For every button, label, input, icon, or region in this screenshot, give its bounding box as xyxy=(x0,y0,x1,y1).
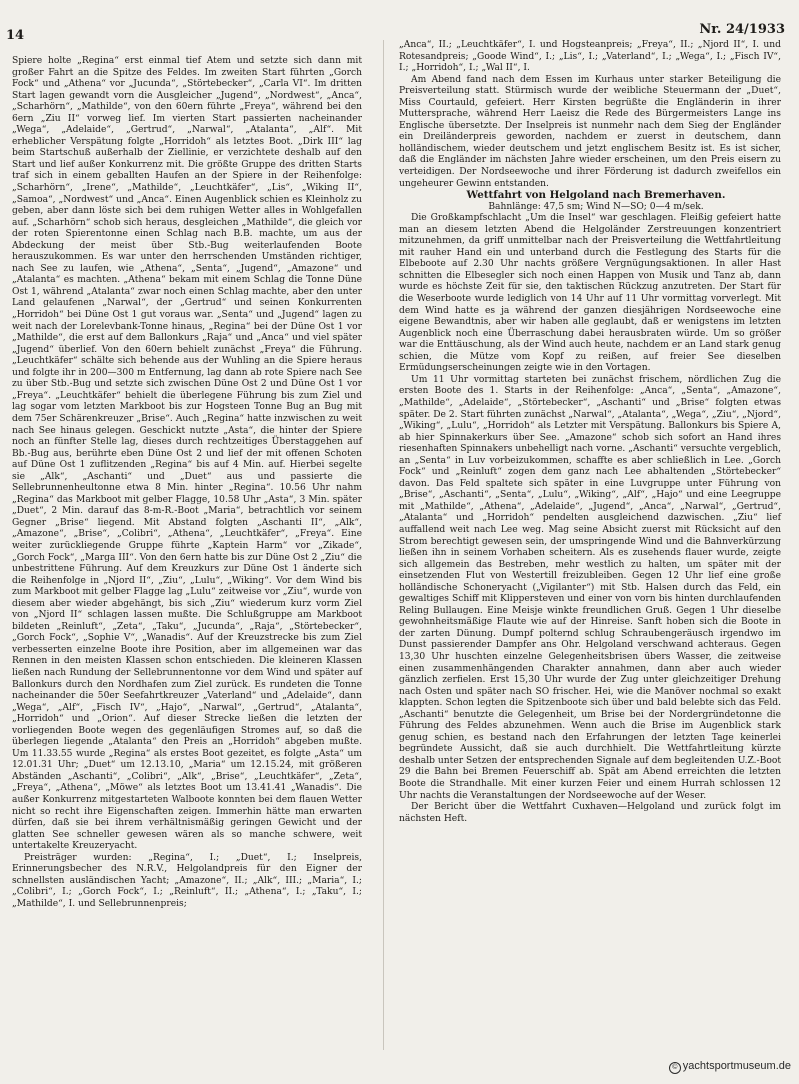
section-heading: Wettfahrt von Helgoland nach Bremerhaven. xyxy=(466,189,726,202)
copyright-icon: © xyxy=(669,1062,681,1074)
right-body-paragraph: Der Bericht über die Wettfahrt Cuxhaven—Helgoland und zurück folgt im nächsten Heft. xyxy=(399,802,781,824)
right-body-paragraph: Die Großkampfschlacht „Um die Insel“ war geschlagen. Fleißig gefeiert hatte man an diesem letzten Abend die Helgoländer Zerstreuungen konzentriert mitzunehmen, da griff unmittelbar nach der Preisverteilung die Wettfahrtleitung mit rauher Hand ein und unterband durch die Festlegung des Starts für die Elbeboote auf 2.30 Uhr nachts größere Vergnügungsaktionen. In aller Hast schnitten die Elbesegler sich noch einen Happen von Musik und Tanz ab, dann wurde es höchste Zeit für sie, den taktischen Rückzug anzutreten. Der Start für die Weserboote wurde lediglich von 14 Uhr auf 11 Uhr vormittag vorverlegt. Mit dem Wind hatte es ja während der ganzen diesjährigen Nordseewoche eine eigene Bewandtnis, aber wir haben alle geglaubt, daß er wenigstens im letzten Augenblick noch eine Überraschung dabei herausbraten würde. Um so größer war die Enttäuschung, als der Wind auch heute, nachdem er an Land stark genug schien, die Mütze vom Kopf zu reißen, auf freier See dieselben Ermüdungserscheinungen zeigte wie in den Vortagen. xyxy=(399,213,781,374)
right-column xyxy=(399,40,781,825)
watermark-text: yachtsportmuseum.de xyxy=(682,1060,791,1072)
left-column xyxy=(12,56,362,910)
right-body-paragraph: Um 11 Uhr vormittag starteten bei zunächst frischem, nördlichen Zug die ersten Boote des 1. Starts in der Reihenfolge: „Anca“, „Senta“, „Amazone“, „Mathilde“, „Adelaide“, „Störtebecker“, „Aschanti“ und „Brise“ folgten etwas später. De 2. Start führten zunächst „Narwal“, „Atalanta“, „Wega“, „Ziu“, „Njord“, „Wiking“, „Lulu“, „Horridoh“ als Letzter mit Verspätung. Ballonkurs bis Spiere A, ab hier Spinnakerkurs über See. „Amazone“ schob sich sofort an Hand ihres riesenhaften Spinnakers unbehelligt nach vorne. „Aschanti“ versuchte vergeblich, an „Senta“ in Luv vorbeizukommen, schaffte es aber schließlich in Lee. „Gorch Fock“ und „Reinluft“ zogen dem ganz nach Lee abhaltenden „Störtebecker“ davon. Das Feld spaltete sich später in eine Luvgruppe unter Führung von „Brise“, „Aschanti“, „Senta“, „Lulu“, „Wiking“, „Alf“, „Hajo“ und eine Leegruppe mit „Mathilde“, „Athena“, „Adelaide“, „Jugend“, „Anca“, „Narwal“, „Gertrud“, „Atalanta“ und „Horridoh“ pendelten ausgleichend dazwischen. „Ziu“ lief auffallend weit nach Lee weg. Mag seine Absicht zuerst mit Rücksicht auf den Strom berechtigt gewesen sein, der umspringende Wind und die Bahnverkürzung ließen ihn in seinem Vorhaben scheitern. Als es zusehends flauer wurde, zeigte sich allgemein das Bestreben, mehr westlich zu halten, um später mit der einsetzenden Flut von Westertill freizubleiben. Gegen 12 Uhr lief eine große holländische Schoneryacht („Vigilanter“) mit Stb. Halsen durch das Feld, ein gewaltiges Schiff mit Klippersteven und einer von vorn bis hinten durchlaufenden Reling Bullaugen. Eine Meisje winkte freundlichen Gruß. Gegen 1 Uhr dieselbe gewohnheitsmäßige Flaute wie auf der Hinreise. Sanft hoben sich die Boote in der zarten Dünung. Dumpf polternd schlug Schraubengeräusch irgendwo im Dunst passierender Dampfer ans Ohr. Helgoland verschwand achteraus. Gegen 13,30 Uhr huschten einzelne Gelegenheitsbrisen übers Wasser, die zeitweise einen zusammenhängenden Charakter annahmen, dann aber auch wieder gänzlich zerfielen. Erst 15,30 Uhr wurde der Zug unter gleichzeitiger Drehung nach Osten und später nach SO frischer. Hei, wie die Manöver nochmal so exakt klappten. Schon legten die Spitzenboote sich über und bald belebte sich das Feld. „Aschanti“ benutzte die Gelegenheit, um Brise bei der Nordergründetonne die Führung des Feldes abzunehmen. Wenn auch die Brise im Augenblick stark genug schien, es bestand nach den Erfahrungen der letzten Tage keinerlei begründete Aussicht, daß sie auch durchhielt. Die Wettfahrtleitung kürzte deshalb unter Setzen der entsprechenden Signale auf dem begleitenden U.Z.-Boot 29 die Bahn bei Bremen Feuerschiff ab. Spät am Abend erreichten die letzten Boote die Strandhalle. Mit einer kurzen Feier und einem Hurrah schlossen 12 Uhr nachts die Veranstaltungen der Nordseewoche auf der Weser. xyxy=(399,374,781,801)
watermark xyxy=(669,1060,791,1074)
right-intro-paragraph: „Anca“, II.; „Leuchtkäfer“, I. und Hogsteanpreis; „Freya“, II.; „Njord II“, I. und Rotesandpreis; „Goode Wind“, I.; „Lis“, I.; „Vaterland“, I.; „Wega“, I.; „Fisch IV“, I.; „Horridoh“, I.; „Wal II“, I. xyxy=(399,40,781,74)
issue-number: Nr. 24/1933 xyxy=(699,22,785,37)
left-paragraph: Spiere holte „Regina“ erst einmal tief Atem und setzte sich dann mit großer Fahrt an die Spitze des Feldes. Im zweiten Start führten „Gorch Fock“ und „Athena“ vor „Jucunda“, „Störtebecker“, „Carla VI“. Im dritten Start lagen gewandt vorn die Ausgleicher „Jugend“, „Nordwest“, „Anca“, „Scharhörn“, „Mathilde“, von den 60ern führte „Freya“, während bei den 6ern „Ziu II“ vorweg lief. Im vierten Start passierten nacheinander „Wega“, „Adelaide“, „Gertrud“, „Narwal“, „Atalanta“, „Alf“. Mit erheblicher Verspätung folgte „Horridoh“ als letztes Boot. „Dirk III“ lag beim Startschuß außerhalb der Ziellinie, er verzichtete deshalb auf den Start und lief außer Konkurrenz mit. Die größte Gruppe des dritten Starts traf sich in einem geballten Haufen an der Spiere in der Reihenfolge: „Scharhörn“, „Irene“, „Mathilde“, „Leuchtkäfer“, „Lis“, „Wiking II“, „Samoa“, „Nordwest“ und „Anca“. Einen Augenblick schien es Kleinholz zu geben, aber dann löste sich bei dem ruhigen Wetter alles in Wohlgefallen auf. „Scharhörn“ schob sich heraus, desgleichen „Mathilde“, die gleich vor der roten Spierentonne einen Schlag nach B.B. machte, um aus der Abdeckung der meist über Stb.-Bug weiterlaufenden Boote herauszukommen. Es war unter den herrschenden Umständen richtiger, nach See zu laufen, wie „Athena“, „Senta“, „Jugend“, „Amazone“ und „Atalanta“ es machten. „Athena“ bekam mit einem Schlag die Tonne Düne Ost 1, während „Atalanta“ zwar noch einen Schlag machte, aber den unter Land gelaufenen „Narwal“, der „Gertrud“ und seinen Konkurrenten „Horridoh“ bei Düne Ost 1 gut voraus war. „Senta“ und „Jugend“ lagen zu weit nach der Lorelevbank-Tonne hinaus, „Regina“ bei der Düne Ost 1 vor „Mathilde“, die erst auf dem Ballonkurs „Raja“ und „Anca“ und viel später „Jugend“ überlief. Von den 60ern behielt zunächst „Freya“ die Führung. „Leuchtkäfer“ schälte sich behende aus der Wuhling an die Spiere heraus und folgte ihr in 200—300 m Entfernung, lag dann ab rote Spiere nach See zu über Stb.-Bug und setzte sich zwischen Düne Ost 2 und Düne Ost 1 vor „Freya“. „Leuchtkäfer“ behielt die überlegene Führung bis zum Ziel und lag sogar vom letzten Markboot bis zur Hogsteen Tonne Bug an Bug mit dem 75er Schärenkreuzer „Brise“. Auch „Regina“ hatte inzwischen zu weit nach See hinaus gelegen. Geschickt nutzte „Asta“, die hinter der Spiere noch an fünfter Stelle lag, dieses durch rechtzeitiges Überstaggehen auf Bb.-Bug aus, berührte eben Düne Ost 2 und lief der mit offenen Schoten auf Düne Ost 1 zuflitzenden „Regina“ bis auf 4 Min. auf. Hierbei segelte sie „Alk“, „Aschanti“ und „Duet“ aus und passierte die Sellebrunnenheultonne etwa 8 Min. hinter „Regina“. 10.56 Uhr nahm „Regina“ das Markboot mit gelber Flagge, 10.58 Uhr „Asta“, 3 Min. später „Duet“, 2 Min. darauf das 8-m-R.-Boot „Maria“, betrachtlich vor seinem Gegner „Brise“ liegend. Mit Abstand folgten „Aschanti II“, „Alk“, „Amazone“, „Brise“, „Colibri“, „Athena“, „Leuchtkäfer“, „Freya“. Eine weiter zurückliegende Gruppe führte „Kaptein Harm“ vor „Zikade“, „Gorch Fock“, „Marga III“. Von den 6ern hatte bis zur Düne Ost 2 „Ziu“ die unbestrittene Führung. Auf dem Kreuzkurs zur Düne Ost 1 änderte sich die Reihenfolge in „Njord II“, „Ziu“, „Lulu“, „Wiking“. Vor dem Wind bis zum Markboot mit gelber Flagge lag „Lulu“ zeitweise vor „Ziu“, wurde von diesem aber wieder abgehängt, bis sich „Ziu“ wiederum kurz vorm Ziel von „Njord II“ schlagen lassen mußte. Die Schlußgruppe am Markboot bildeten „Reinluft“, „Zeta“, „Taku“, „Jucunda“, „Raja“, „Störtebecker“, „Gorch Fock“, „Sophie V“, „Wanadis“. Auf der Kreuzstrecke bis zum Ziel verbesserten einzelne Boote ihre Position, aber im allgemeinen war das Rennen in den meisten Klassen schon entschieden. Die kleineren Klassen ließen nach Rundung der Sellebrunnentonne vor dem Wind und später auf Ballonkurs durch den Nordhafen zum Ziel zurück. Es rundeten die Tonne nacheinander die 50er Seefahrtkreuzer „Vaterland“ und „Adelaide“, dann „Wega“, „Alf“, „Fisch IV“, „Hajo“, „Narwal“, „Gertrud“, „Atalanta“, „Horridoh“ und „Orion“. Auf dieser Strecke ließen die letzten der vorliegenden Boote wegen des gegenläufigen Stromes auf, so daß die überlegen liegende „Atalanta“ den Preis an „Horridoh“ abgeben mußte. Um 11.33.55 wurde „Regina“ als erstes Boot gezeitet, es folgte „Asta“ um 12.01.31 Uhr; „Duet“ um 12.13.10, „Maria“ um 12.15.24, mit größeren Abständen „Aschanti“, „Colibri“, „Alk“, „Brise“, „Leuchtkäfer“, „Zeta“, „Freya“, „Athena“, „Möwe“ als letztes Boot um 13.41.41 „Wanadis“. Die außer Konkurrenz mitgestarteten Walboote konnten bei dem flauen Wetter nicht so recht ihre Eigenschaften zeigen. Immerhin hätte man erwarten dürfen, daß sie bei ihrem verhältnismäßig geringen Gewicht und der glatten See schneller gewesen wären als so manche schwere, weit untertakelte Kreuzeryacht. xyxy=(12,56,362,852)
page-number: 14 xyxy=(6,28,25,43)
column-divider xyxy=(383,40,384,1050)
right-evening-paragraph: Am Abend fand nach dem Essen im Kurhaus unter starker Beteiligung die Preisverteilung statt. Stürmisch wurde der weibliche Steuermann der „Duet“, Miss Courtauld, gefeiert. Herr Kirsten begrüßte die Engländerin in ihrer Muttersprache, während Herr Laeisz die Rede des Bürgermeisters Lange ins Englische übersetzte. Der Inselpreis ist nunmehr nach dem Sieg der Engländer ein Dreiländerpreis geworden, nachdem er zuerst in deutschem, dann holländischem, wieder deutschem und jetzt englischem Besitz ist. Es ist sicher, daß die Engländer im nächsten Jahre wieder erscheinen, um den Preis eisern zu verteidigen. Der Nordseewoche und ihrer Förderung ist dadurch zweifellos ein ungeheurer Gewinn entstanden. xyxy=(399,74,781,189)
left-paragraph: Preisträger wurden: „Regina“, I.; „Duet“, I.; Inselpreis, Erinnerungsbecher des N.R.V., Helgolandpreis für den Eigner der schnellsten ausländischen Yacht; „Amazone“, II.; „Alk“, III.; „Maria“, I.; „Colibri“, I.; „Gorch Fock“, I.; „Reinluft“, II.; „Athena“, I.; „Taku“, I.; „Mathilde“, I. und Sellebrunnenpreis; xyxy=(12,852,362,909)
section-subheading: Bahnlänge: 47,5 sm; Wind N—SO; 0—4 m/sek. xyxy=(488,201,704,212)
